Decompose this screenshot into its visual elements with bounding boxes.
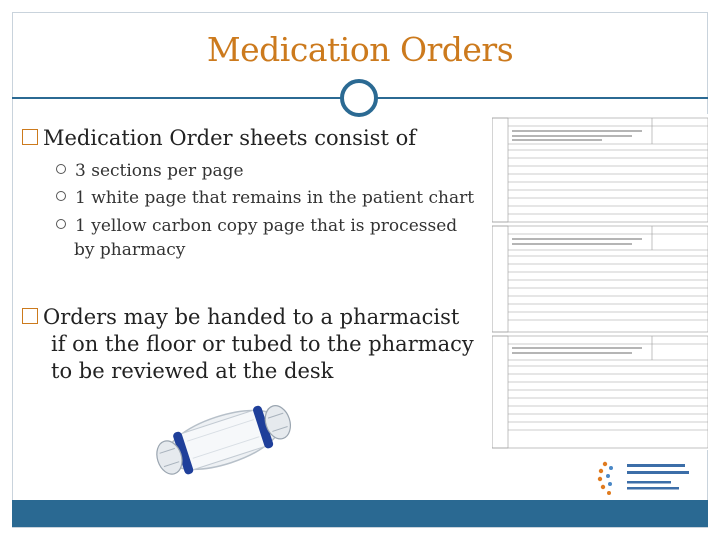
bullet-text-cont: if on the floor or tubed to the pharmacy — [51, 332, 474, 356]
square-bullet-icon — [22, 129, 38, 145]
pneumatic-tube-carrier-image — [148, 388, 298, 488]
circle-bullet-icon — [56, 164, 66, 174]
sub-bullet-sections — [56, 159, 244, 183]
sub-bullet-text: 1 white page that remains in the patient chart — [75, 188, 475, 208]
sub-bullet-text-cont: by pharmacy — [74, 240, 186, 260]
circle-bullet-icon — [56, 219, 66, 229]
bullet-text: Medication Order sheets consist of — [43, 126, 416, 150]
bullet-text: Orders may be handed to a pharmacist — [43, 305, 460, 329]
medication-order-form-image — [492, 114, 708, 450]
health-sciences-north-logo — [595, 456, 705, 500]
footer-bar — [12, 500, 708, 527]
square-bullet-icon — [22, 308, 38, 324]
sub-bullet-text: 3 sections per page — [75, 161, 244, 181]
slide-title: Medication Orders — [206, 30, 514, 69]
sub-bullet-white-page — [56, 186, 474, 210]
circle-bullet-icon — [56, 191, 66, 201]
bullet-medication-sheets — [22, 126, 416, 150]
bullet-text-cont: to be reviewed at the desk — [51, 359, 334, 383]
sub-bullet-yellow-page — [56, 214, 457, 262]
sub-bullet-text: 1 yellow carbon copy page that is processed — [75, 216, 458, 236]
bullet-orders-handed — [22, 304, 474, 385]
divider-ring-icon — [340, 79, 378, 117]
